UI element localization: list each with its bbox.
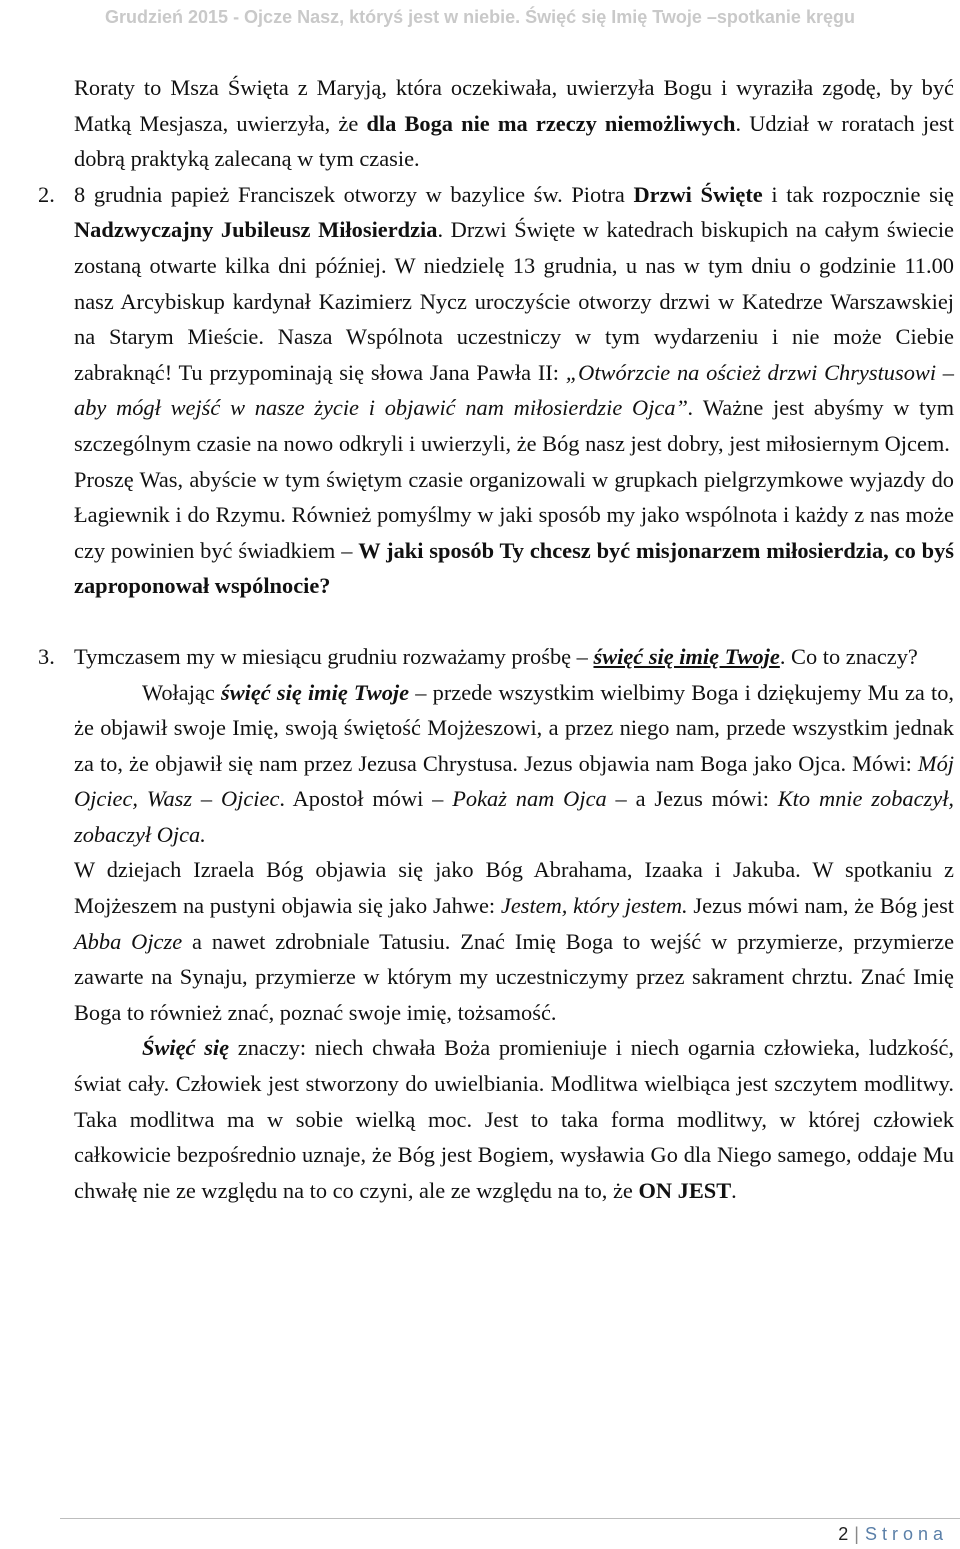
- text-run: .: [731, 1177, 737, 1203]
- text-run: . Co to znaczy?: [779, 643, 918, 669]
- text-run: 8 grudnia papież Franciszek otworzy w bazylice św. Piotra: [74, 181, 634, 207]
- page-label: Strona: [864, 1524, 948, 1544]
- paragraph-roraty: [74, 70, 954, 177]
- text-run: Wołając: [142, 679, 221, 705]
- footer-divider: [60, 1518, 960, 1519]
- text-run: – przede wszystkim wielbimy Boga i dziękujemy Mu za to, że objawił swoje Imię, swoją świętość Mojżeszowi, a przez niego nam, przede wszystkim jednak za to, że objawił się nam przez Jezusa Chrystusa. Jezus objawia nam Boga jako Ojca. Mówi:: [74, 679, 955, 776]
- italic-run: Mój Ojciec, Wasz – Ojciec: [74, 750, 954, 812]
- page-number: 2: [838, 1524, 849, 1544]
- text-run: Tymczasem my w miesiącu grudniu rozważamy prośbę –: [74, 643, 594, 669]
- italic-run: Abba Ojcze: [74, 928, 183, 954]
- document-body: [38, 70, 955, 1208]
- text-run: Ważne jest abyśmy w tym szczególnym czasie na nowo odkryli i uwierzyli, że Bóg nasz jest dobry, jest miłosiernym Ojcem.: [74, 395, 954, 456]
- list-item-2: [38, 177, 954, 604]
- italic-run: Kto mnie zobaczył, zobaczył Ojca.: [74, 786, 955, 847]
- paragraph-swiec-sie: [74, 1030, 954, 1208]
- bold-run: ON JEST: [638, 1177, 732, 1203]
- bold-italic-run: Święć się: [142, 1035, 230, 1061]
- italic-run: Jestem, który jestem.: [500, 893, 688, 919]
- text-run: Proszę Was, abyście w tym świętym czasie organizowali w grupkach pielgrzymkowe wyjazdy do Łagiewnik i do Rzymu. Również pomyślmy w jaki sposób my jako wspólnota i każdy z nas może czy powinien być świadkiem –: [74, 466, 954, 563]
- text-run: a nawet zdrobniale Tatusiu. Znać Imię Boga to wejść w przymierze, przymierze zawarte na Synaju, przymierze w którym my uczestniczymy przez sakrament chrztu. Znać Imię Boga to również znać, poznać swoje imię, tożsamość.: [74, 928, 955, 1025]
- text-run: . Apostoł mówi –: [279, 786, 453, 812]
- text-run: . Udział w roratach jest dobrą praktyką zalecaną w tym czasie.: [74, 110, 954, 172]
- paragraph-jubileusz: [74, 177, 954, 462]
- italic-quote: „Otwórzcie na oścież drzwi Chrystusowi – aby mógł wejść w nasze życie i objawić nam miłosierdzie Ojca”.: [74, 359, 954, 421]
- bold-italic-underlined-run: święć się imię Twoje: [593, 643, 780, 669]
- paragraph-pielgrzymki: [74, 462, 954, 604]
- text-run: znaczy: niech chwała Boża promieniuje i niech ogarnia człowieka, ludzkość, świat cały. Człowiek jest stworzony do uwielbiania. Modlitwa wielbiąca jest szczytem modlitwy. Taka modlitwa ma w sobie wielką moc. Jest to taka forma modlitwy, w której człowiek całkowicie bezpośrednio uznaje, że Bóg jest Bogiem, wysławia Go dla Niego samego, oddaje Mu chwałę nie ze względu na to co czyni, ale ze względu na to, że: [74, 1035, 954, 1203]
- paragraph-wolajac: [74, 675, 954, 853]
- italic-run: Pokaż nam Ojca: [452, 786, 607, 812]
- paragraph-izrael: [74, 852, 954, 1030]
- bold-italic-run: święć się imię Twoje: [220, 679, 410, 705]
- text-run: . Drzwi Święte w katedrach biskupich na całym świecie zostaną otwarte kilka dni później. W niedzielę 13 grudnia, u nas w tym dniu o godzinie 11.00 nasz Arcybiskup kardynał Kazimierz Nycz uroczyście otworzy drzwi w Katedrze Warszawskiej na Starym Mieście. Nasza Wspólnota uczestniczy w tym wydarzeniu i nie może Ciebie zabraknąć! Tu przypominają się słowa Jana Pawła II:: [74, 217, 954, 385]
- spacer: [74, 604, 954, 639]
- paragraph-prosba: [74, 639, 954, 675]
- page-header: Grudzień 2015 - Ojcze Nasz, któryś jest w niebie. Święć się Imię Twoje –spotkanie kręgu: [105, 7, 855, 27]
- bold-run: Nadzwyczajny Jubileusz Miłosierdzia: [74, 217, 438, 243]
- text-run: – a Jezus mówi:: [606, 786, 778, 812]
- list-item-3: [38, 639, 955, 1209]
- text-run: i tak rozpocznie się: [762, 181, 954, 207]
- text-run: W dziejach Izraela Bóg objawia się jako Bóg Abrahama, Izaaka i Jakuba. W spotkaniu z Mojżeszem na pustyni objawia się jako Jahwe:: [74, 857, 954, 919]
- text-run: Jezus mówi nam, że Bóg jest: [687, 893, 954, 919]
- page-footer: [838, 1524, 948, 1545]
- text-run: Roraty to Msza Święta z Maryją, która oczekiwała, uwierzyła Bogu i wyraziła zgodę, by być Matką Mesjasza, uwierzyła, że: [74, 75, 954, 136]
- bold-run: Drzwi Święte: [633, 181, 763, 207]
- footer-separator: |: [854, 1524, 859, 1544]
- list-number: 3.: [38, 643, 55, 669]
- bold-run: W jaki sposób Ty chcesz być misjonarzem miłosierdzia, co byś zaproponował wspólnocie?: [74, 537, 954, 599]
- list-number: 2.: [38, 181, 55, 207]
- bold-run: dla Boga nie ma rzeczy niemożliwych: [366, 110, 736, 136]
